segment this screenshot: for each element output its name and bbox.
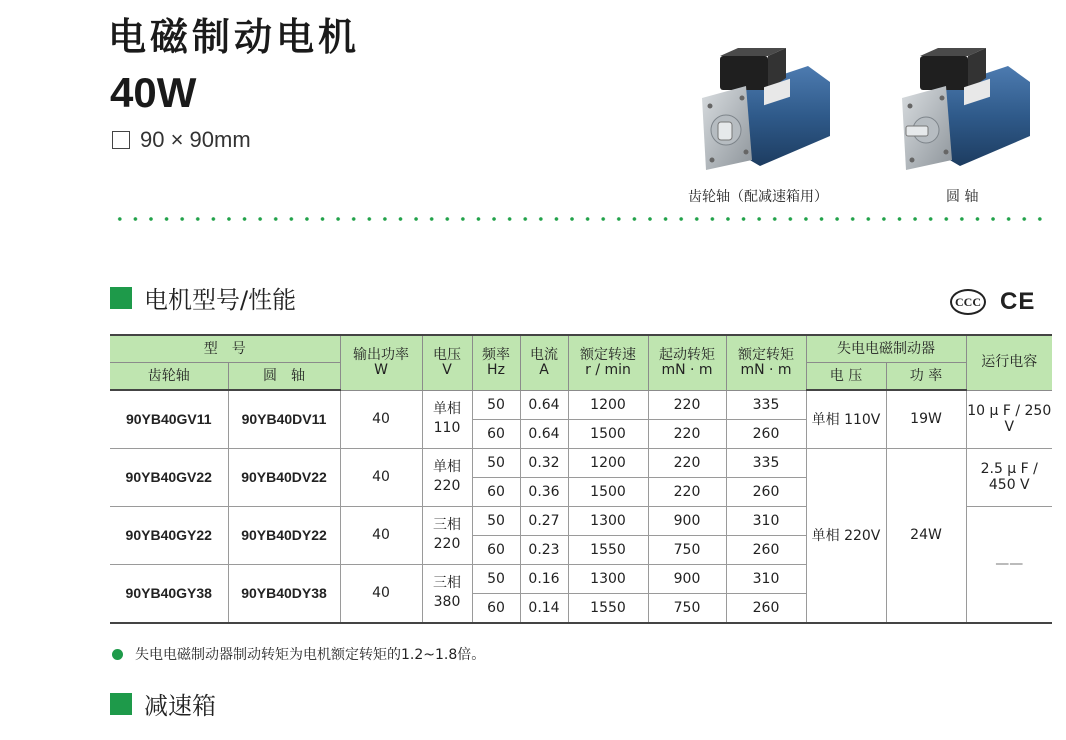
header-current: 电流 A: [520, 335, 568, 390]
start-torque-cell: 900: [648, 506, 726, 535]
capacitor-cell: 10 μ F / 250 V: [966, 390, 1052, 448]
brake-torque-note: [112, 644, 485, 664]
current-cell: 0.23: [520, 535, 568, 564]
speed-cell: 1550: [568, 593, 648, 623]
round-model-cell: 90YB40DY22: [228, 506, 340, 564]
header-starting-torque: 起动转矩 mN · m: [648, 335, 726, 390]
power-cell: 40: [340, 506, 422, 564]
table-row: [110, 448, 1052, 477]
spec-table: [110, 334, 1052, 624]
section-heading-gearbox: [110, 686, 216, 721]
current-cell: 0.32: [520, 448, 568, 477]
start-torque-cell: 750: [648, 535, 726, 564]
ce-logo: CE: [1000, 288, 1036, 315]
frame-size-label: 90 × 90mm: [140, 127, 251, 152]
brake-power-cell: 24W: [886, 448, 966, 623]
round-model-cell: 90YB40DV22: [228, 448, 340, 506]
section-title: 电机型号/性能: [144, 286, 297, 314]
rated-torque-cell: 310: [726, 506, 806, 535]
start-torque-cell: 900: [648, 564, 726, 593]
power-cell: 40: [340, 390, 422, 448]
current-cell: 0.36: [520, 477, 568, 506]
page-title: 电磁制动电机: [108, 15, 361, 59]
section-title: 减速箱: [144, 692, 216, 720]
hz-cell: 50: [472, 448, 520, 477]
hz-cell: 60: [472, 419, 520, 448]
section-heading-motor-specs: [110, 280, 296, 315]
dotted-divider: [112, 216, 1042, 222]
power-cell: 40: [340, 448, 422, 506]
round-model-cell: 90YB40DV11: [228, 390, 340, 448]
round-model-cell: 90YB40DY38: [228, 564, 340, 623]
brake-voltage-cell: 单相 110V: [806, 390, 886, 448]
speed-cell: 1200: [568, 390, 648, 419]
frame-size: [112, 126, 251, 154]
rated-torque-cell: 260: [726, 419, 806, 448]
header-brake: 失电电磁制动器: [806, 335, 966, 363]
header-output-power: 输出功率 W: [340, 335, 422, 390]
header-frequency: 频率 Hz: [472, 335, 520, 390]
hz-cell: 60: [472, 593, 520, 623]
start-torque-cell: 220: [648, 477, 726, 506]
gear-shaft-motor-image: [700, 48, 840, 178]
current-cell: 0.64: [520, 419, 568, 448]
table-row: [110, 390, 1052, 419]
rated-torque-cell: 335: [726, 390, 806, 419]
ccc-logo: CCC: [950, 289, 986, 315]
speed-cell: 1500: [568, 477, 648, 506]
start-torque-cell: 220: [648, 448, 726, 477]
speed-cell: 1300: [568, 564, 648, 593]
round-shaft-motor-image: [900, 48, 1040, 178]
hz-cell: 60: [472, 535, 520, 564]
voltage-cell: 三相 220: [422, 506, 472, 564]
brake-power-cell: 19W: [886, 390, 966, 448]
power-rating: 40W: [110, 69, 197, 116]
hz-cell: 50: [472, 564, 520, 593]
capacitor-cell: 2.5 μ F / 450 V: [966, 448, 1052, 506]
gear-model-cell: 90YB40GY38: [110, 564, 228, 623]
voltage-cell: 单相 220: [422, 448, 472, 506]
hz-cell: 50: [472, 506, 520, 535]
current-cell: 0.16: [520, 564, 568, 593]
power-cell: 40: [340, 564, 422, 623]
rated-torque-cell: 310: [726, 564, 806, 593]
current-cell: 0.27: [520, 506, 568, 535]
header-voltage: 电压 V: [422, 335, 472, 390]
gear-model-cell: 90YB40GV11: [110, 390, 228, 448]
green-bullet-icon: [112, 649, 123, 660]
speed-cell: 1200: [568, 448, 648, 477]
rated-torque-cell: 335: [726, 448, 806, 477]
current-cell: 0.14: [520, 593, 568, 623]
hz-cell: 60: [472, 477, 520, 506]
rated-torque-cell: 260: [726, 593, 806, 623]
header-brake-voltage: 电 压: [806, 363, 886, 391]
green-square-icon: [110, 693, 132, 715]
header-capacitor: 运行电容: [966, 335, 1052, 390]
start-torque-cell: 220: [648, 419, 726, 448]
rated-torque-cell: 260: [726, 535, 806, 564]
gear-model-cell: 90YB40GY22: [110, 506, 228, 564]
header-round-shaft: 圆 轴: [228, 363, 340, 391]
note-text: 失电电磁制动器制动转矩为电机额定转矩的1.2~1.8倍。: [135, 647, 486, 663]
brake-voltage-cell: 单相 220V: [806, 448, 886, 623]
header-rated-torque: 额定转矩 mN · m: [726, 335, 806, 390]
current-cell: 0.64: [520, 390, 568, 419]
capacitor-none-cell: ——: [966, 506, 1052, 623]
speed-cell: 1550: [568, 535, 648, 564]
header-gear-shaft: 齿轮轴: [110, 363, 228, 391]
header-rated-speed: 额定转速 r / min: [568, 335, 648, 390]
gear-model-cell: 90YB40GV22: [110, 448, 228, 506]
header-brake-power: 功 率: [886, 363, 966, 391]
green-square-icon: [110, 287, 132, 309]
voltage-cell: 三相 380: [422, 564, 472, 623]
start-torque-cell: 220: [648, 390, 726, 419]
hz-cell: 50: [472, 390, 520, 419]
round-shaft-caption: 圆 轴: [946, 189, 979, 205]
header-model: 型 号: [110, 335, 340, 363]
speed-cell: 1500: [568, 419, 648, 448]
start-torque-cell: 750: [648, 593, 726, 623]
checkbox-icon: [112, 131, 130, 149]
speed-cell: 1300: [568, 506, 648, 535]
rated-torque-cell: 260: [726, 477, 806, 506]
voltage-cell: 单相 110: [422, 390, 472, 448]
gear-shaft-caption: 齿轮轴（配减速箱用）: [688, 189, 828, 205]
certification-marks: [950, 288, 1035, 316]
